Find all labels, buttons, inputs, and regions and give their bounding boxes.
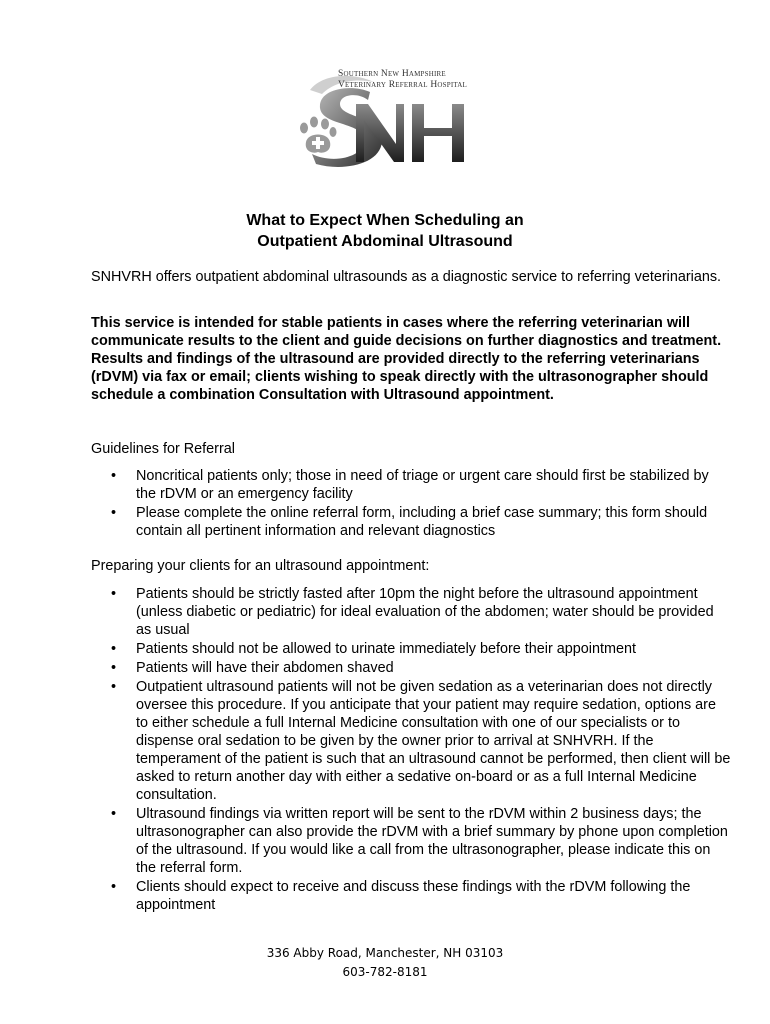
list-item-text: Outpatient ultrasound patients will not be given sedation as a veterinarian does not directly oversee this procedure. If you anticipate that your patient may require sedation, options are to either schedule a full Internal Medicine consultation with one of our specialists or to dispense oral sedation to be given by the owner prior to arrival at SNHVRH. If the temperament of the patient is such that an ultrasound cannot be performed, then client will be asked to return another day with either a sedative on-board or as a full Internal Medicine consultation. — [136, 679, 731, 803]
list-item — [91, 504, 731, 540]
intro-paragraph: SNHVRH offers outpatient abdominal ultrasounds as a diagnostic service to referring veterinarians. — [91, 269, 722, 285]
list-item-text: Ultrasound findings via written report will be sent to the rDVM within 2 business days; the ultrasonographer can also provide the rDVM with a brief summary by phone upon completion of the ultrasound. If you would like a call from the ultrasonographer, please indicate this on the referral form. — [136, 806, 728, 876]
bullet-icon: • — [111, 586, 117, 602]
list-item-text: Patients will have their abdomen shaved — [136, 660, 394, 676]
guidelines-list — [91, 467, 731, 541]
bullet-icon: • — [111, 505, 117, 521]
logo-text-line1: Southern New Hampshire — [338, 69, 446, 79]
list-item — [91, 678, 731, 804]
list-item — [91, 640, 731, 658]
title-line1: What to Expect When Scheduling an — [246, 212, 524, 229]
list-item-text: Clients should expect to receive and discuss these findings with the rDVM following the appointment — [136, 879, 691, 913]
list-item-text: Noncritical patients only; those in need of triage or urgent care should first be stabilized by the rDVM or an emergency facility — [136, 468, 709, 502]
service-notice-paragraph: This service is intended for stable patients in cases where the referring veterinarian will communicate results to the client and guide decisions on further diagnostics and treatment. Results and findings of the ultrasound are provided directly to the referring veterinarians (rDVM) via fax or email; clients wishing to speak directly with the ultrasonographer should schedule a combination Consultation with Ultrasound appointment. — [91, 315, 722, 403]
list-item-text: Please complete the online referral form, including a brief case summary; this form should contain all pertinent information and relevant diagnostics — [136, 505, 708, 539]
list-item — [91, 467, 731, 503]
document-title — [0, 210, 770, 252]
footer-address: 336 Abby Road, Manchester, NH 03103 — [266, 946, 504, 960]
preparing-heading: Preparing your clients for an ultrasound appointment: — [91, 558, 430, 574]
bullet-icon: • — [111, 806, 117, 822]
list-item — [91, 585, 731, 639]
bullet-icon: • — [111, 879, 117, 895]
list-item-text: Patients should not be allowed to urinate immediately before their appointment — [136, 641, 636, 657]
title-line2: Outpatient Abdominal Ultrasound — [257, 233, 513, 250]
footer-phone: 603-782-8181 — [342, 965, 428, 979]
preparing-list — [91, 585, 731, 915]
list-item — [91, 878, 731, 914]
bullet-icon: • — [111, 660, 117, 676]
list-item — [91, 805, 731, 877]
guidelines-heading: Guidelines for Referral — [91, 441, 235, 457]
bullet-icon: • — [111, 679, 117, 695]
list-item — [91, 659, 731, 677]
logo-text-line2: Veterinary Referral Hospital — [338, 80, 468, 90]
list-item-text: Patients should be strictly fasted after 10pm the night before the ultrasound appointment (unless diabetic or pediatric) for ideal evaluation of the abdomen; water should be provided as usual — [136, 586, 714, 638]
bullet-icon: • — [111, 468, 117, 484]
bullet-icon: • — [111, 641, 117, 657]
hospital-logo — [292, 68, 478, 170]
